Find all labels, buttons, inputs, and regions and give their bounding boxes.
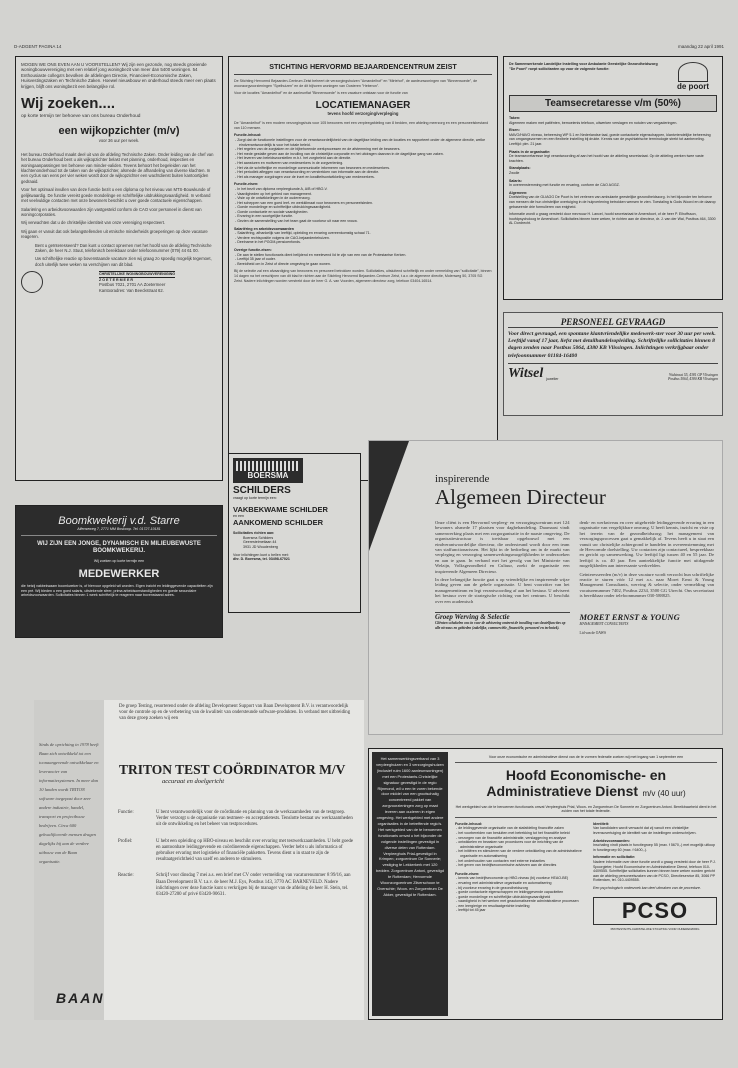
- boersma-name2: SCHILDERS: [233, 485, 291, 496]
- baan-l3: Reactie:: [118, 873, 134, 879]
- list-item: - goede contactuele eigenschappen en leidinggevende capaciteiten: [456, 890, 564, 895]
- list-item: - ervaring met administratieve organisatie en automatisering: [456, 880, 552, 885]
- boersma-role1: VAKBEKWAME SCHILDER: [233, 504, 328, 514]
- hervormd-role: LOCATIEMANAGER: [315, 99, 411, 111]
- starre-body: die hetzij vakbekwaam boomkweker is, of hiervoor opgeleid wil worden. Eigen inzicht en leidinggevende capaciteiten zijn een pré. Wij bieden u een goed salaris, uitstekende sfeer, prima arbeidsomstandigheden en goede secundaire arbeidsvoorwaarden. Sollicitaties binnen 1 week schriftelijk te reageren naar bovenstaand adres.: [21, 584, 213, 598]
- woning-body1: Het bureau Onderhoud maakt deel uit van de afdeling Technische Zaken. Onder leiding van de chef van het bureau Onderhoud bent u als wijkopzichter belast met planning, onderhoud, inspecties en woningaanpassingen ten behoeve van minder-validen. Tevens behoort het begeleiden van het klachtenonderhoud tot de taken van de wijkopzichter, alsmede de afhandeling van diverse klachten. In een cyclus van eens per vier weken wordt door de wijkopzichter een wachtdienst buiten kantoortijden gedraaid.: [21, 151, 214, 184]
- woning-body6: Bent u geïnteresseerd? Dan kunt u contact opnemen met het hoofd van de afdeling Technische Zaken, de heer N.J. Stuut, telefonisch bereikbaar onder telefoonnummer (079) 44 61 00.: [35, 242, 212, 253]
- starre-t1: WIJ ZIJN EEN JONGE, DYNAMISCH EN MILIEUBEWUSTE BOOMKWEKERIJ.: [37, 540, 201, 554]
- list-item: - kennis van bedrijfseconomie op HBO-niveau (bij voorkeur HEAO-BE): [456, 876, 569, 881]
- baan-ad: [34, 700, 364, 1020]
- page-header-right: maandag 22 april 1991: [677, 44, 724, 49]
- pcso-s1: Functie-inhoud:: [455, 821, 483, 826]
- moret-kicker: inspirerende: [435, 473, 490, 485]
- pcso-logo: PCSO: [593, 897, 717, 925]
- witsel-logo: Witsel: [508, 365, 544, 381]
- starre-title: Boomkwekerij v.d. Starre: [58, 515, 180, 527]
- list-item: - het voorbereiden van besluiten met betrekking tot het financiële beleid: [456, 830, 570, 835]
- list-item: - ontwikkelen en bewaken van procedures voor de inrichting van de administratieve organisatie: [456, 840, 564, 849]
- woning-org: CHRISTELIJKE WONINGBOUWVERENIGING: [99, 272, 176, 277]
- list-item: - Goede mondelinge en schriftelijke uitdrukkingsvaardigheid.: [235, 205, 332, 210]
- list-item: - Het via de schriftelijke en mondelinge communicatie informeren van bewoners en medewerkers.: [235, 165, 391, 170]
- baan-b1: U bent verantwoordelijk voor de coördinatie en planning van de werkzaamheden van de testgroep. Verder verzorgt u de organisatie van testmeer- en acceptatietests. Tenslotte bestaat uw werkzaamheden uit de ontwikkeling en het beheer van testprocedures.: [156, 810, 353, 828]
- woning-body4: Wij verwachten dat u de christelijke identiteit van onze vereniging respecteert.: [21, 220, 166, 226]
- poort-section-heading: Salaris:: [509, 178, 522, 183]
- baan-title: TRITON TEST COÖRDINATOR M/V: [119, 762, 346, 777]
- hervormd-list2: [234, 187, 492, 224]
- list-item: - verzorgen van de financiële administratie, verslaggeving en analyse: [456, 835, 567, 840]
- poort-sections: [509, 116, 717, 226]
- hervormd-body: De "Amandelhof" is een modern verzorgingshuis voor 105 bewoners met een verpleegafdeling van 8 bedden, een afdeling meerzorg en een personeelsbestand van 110 mensen.: [234, 121, 489, 130]
- witsel-body: Voor direct gevraagd, een spontane klantvriendelijke medewerk-ster voor 30 uur per week. Leeftijd vanaf 17 jaar, liefst met detailhandelsopleiding. Schriftelijke sollicitaties binnen 8 dagen zenden naar Postbus 5064, 4380 KB Vlissingen. Inlichtingen verkrijgbaar onder telefoonnummer 01184-16400: [508, 331, 716, 359]
- moret-ad: [368, 440, 723, 735]
- baan-side: Sinds de oprichting in 1978 heeft Baan zich ontwikkeld tot een toonaangevende ontwikkelaar en leverancier van informatiesystemen. In meer dan 10 landen wordt TRITON software toegepast door zeer andere industrie, handel, transport en projectbouw bedrijven. Circa 600 gekwalificeerde mensen dragen dagelijks bij aan de verdere uitbouw van de Baan organisatie.: [39, 742, 99, 864]
- boersma-a3: 3931 JD Woudenberg: [243, 544, 278, 549]
- pcso-list2: [455, 876, 585, 913]
- boersma-name: BOERSMA: [247, 471, 289, 480]
- woning-addr1: Postbus 7021, 2701 AA Zoetermeer: [99, 282, 166, 288]
- moret-stripe: [369, 441, 409, 551]
- moret-title: Algemeen Directeur: [435, 485, 606, 509]
- baan-intro: De groep Testing, resorterend onder de afdeling Development Support van Baan Development B.V. is verantwoordelijk voor de controle op en de verbetering van de kwaliteit van ondersteunde software-produkten. In verband met uitbreiding van deze groep zoeken wij een: [119, 704, 351, 722]
- poort-section-text: Doelstelling van de GLIAGG De Poort is het verlenen van ambulante geestelijke gezondheidszorg. In het bijzonder ten behoeve van mensen die hun christelijke overtuiging in de hulpverlening betrokken wensen te zien. Toestaling is Gods Woord en de daarop gebaseerde drie formulieren van enigheid.: [509, 195, 716, 209]
- hervormd-intro2: Voor de locaties "Amandelhof" en de aanleunflat "Binnenwoede" is een vacature ontstaan voor de functie van: [234, 91, 408, 96]
- moret-col2: denk- en werkniveau en over uitgebreide leidinggevende ervaring in een organisatie van vergelijkbare omvang. U heeft kennis, inzicht en visie op het terrein van de gezondheidszorg; het management van verzorgingsprocessen gaat u gemakkelijk af. Tevens heeft u in staat een vanuit uw christelijke achtergrond te handelen in overeenstemming met de Hervormde doelstelling. Uw contacten zijn contactueel, bespreekbaar en gericht op samenwerking. Uw leeftijd ligt tussen 40 en 55 jaar. De leeftijd is ca. 40 jaar. Een aantrekkelijke functie met uitdagende mogelijkheden aan interessante werkvelden.: [579, 520, 714, 569]
- pcso-note: Een psychologisch onderzoek kan deel uitmaken van de procedure.: [593, 885, 701, 890]
- baan-logo: BAAN: [56, 990, 105, 1006]
- list-item: - Vaardigheden op het gebied van management.: [235, 191, 312, 196]
- pcso-s4: Arbeidsvoorwaarden:: [593, 838, 630, 843]
- pcso-sub: Het werkgebied van de te benoemen functionaris omvat Verpleeghuis Prial, Woon- en Zorgcentrum De Sonnerie en Zorgcentrum Antoni. Bereikbaarheid dient in het zuiden van het totale federatie.: [455, 805, 717, 818]
- moret-col1b: In deze belangrijke functie gaat u op vriendelijke en inspirerende wijze leiding geven aan de gehele organisatie. U bent voorzitter van het managementteam en legt verantwoording af aan het bestuur. U adviseert het bestuur over de strategische richting van het centrum. U beschikt over een academisch: [435, 577, 570, 604]
- moret-col1: Onze cliënt is een Hervormd verpleeg- en verzorgingscentrum met 124 bewoners alsmede 17 plaatsen voor dagbehandeling. Daarnaast vindt samenwerking plaats met een zorgorganisatie in de naaste omgeving. De organisatiestructuur is toetsbaar opgebouwd met een eindverantwoordelijke directeur, die ondersteund wordt door een team van staffunctionarissen. Het lijkt in de bedoeling om in de markt van verpleging en verzorging samenwerkingsmogelijkheden te onderzoeken en aan te gaan. In verband met het gevolg van het Ministerie van Welzijn, Volksgezondheid en Cultuur, zoekt de organisatie een inspirerende Algemeen Directeur.: [435, 520, 570, 574]
- poort-role: Teamsecretaresse v/m (50%): [509, 95, 717, 112]
- list-item: - het onderhouden van contacten met externe instanties: [456, 858, 545, 863]
- woning-intro: MOGEN WE ONS EVEN AAN U VOORSTELLEN? Wij zijn een gezonde, nog steeds groeiende woningbouwvereniging met een relatief jong woningbezit van meer dan 5400 woningen. 54 Enthousiaste collega's bevolken de afdelingen Directie, Financieel-Economische Zaken, Huisvestingszaken en Technische Zaken. Hoewel nieuwbouw en onderhoud steeds meer een plaats krijgen, blijft ons woningbezit een belangrijke rol.: [21, 62, 216, 89]
- hervormd-sec1: Functie-inhoud:: [234, 133, 262, 138]
- hervormd-sec2: Functie-eisen:: [234, 182, 259, 187]
- moret-group: Groep Werving & Selectie: [435, 612, 570, 621]
- poort-section-heading: Algemeen:: [509, 190, 528, 195]
- pcso-s3: Identiteit:: [593, 821, 610, 826]
- baan-side-panel: [34, 700, 104, 1020]
- list-item: - bij voorkeur ervaring in de gezondheidszorg: [456, 885, 528, 890]
- list-item: - Gezien de samenstelling van het team gaat de voorkeur uit naar een vrouw.: [235, 219, 358, 224]
- pcso-dark-col: [372, 752, 448, 1016]
- woning-hours: voor 36 uur per week.: [98, 138, 140, 144]
- poort-logo: [669, 62, 717, 91]
- hervormd-sec3: Salariëring en arbeidsvoorwaarden: [234, 226, 294, 231]
- pcso-r5: Nadere informatie over deze functie wordt u graag verstrekt door de heer P.J. Spoorgieter, Hoofd Economische en Administratieve Dienst, telefoon 010-4409555. Schriftelijke sollicitaties kunnen binnen twee weken worden gericht aan de afdeling personeelszaken van de PCSO, Directieservice 85, 3066 PP Rotterdam, tel. 010-4409555.: [593, 859, 716, 883]
- list-item: - de leidinggevende organisatie van de stafafdeling financiële zaken: [456, 826, 564, 831]
- poort-section-text: MAVO/HAVO niveau, beheersing WP 5.1 en Nederlandse taal, goede contactuele eigenschappen, klantvriendelijke beheersing van omgangsvormen en een flexibele instelling bij drukte. Kennis van de psychiatrische terminologie strekt tot aanbeveling. Leeftijd: plm. 21 jaar.: [509, 132, 711, 146]
- baan-l2: Profiel:: [118, 838, 133, 844]
- pcso-title3: m/v (40 uur): [642, 788, 686, 798]
- pcso-intro: Voor onze economische en administratieve dienst van de te vormen federatie zoeken wij met ingang van 1 september een: [455, 755, 717, 763]
- list-item: - Het scheppen van een goed leef- en werkklimaat voor bewoners en personeelsleden.: [235, 200, 374, 205]
- list-item: - het geven van bedrijfseconomische adviezen aan de directies: [456, 863, 557, 868]
- list-item: - Het periodiek afleggen van verantwoording en verstrekken van informatie aan de directie.: [235, 170, 380, 175]
- list-item: - Verdere rechtspositie volgens de CAO-bejaardentehuizen.: [235, 235, 330, 240]
- poort-intro: De Samenwerkende Landelijke Instelling voor Ambulante Geestelijke Gezondheidszorg "De Poort" roept sollicitanten op voor de volgende functie:: [509, 62, 658, 71]
- list-item: - Salariëring, afhankelijk van leeftijd, opleiding en ervaring overeenkomstig schaal 71.: [235, 231, 371, 236]
- poort-logo-text: de poort: [677, 82, 709, 91]
- poort-section-text: In overeenstemming met functie en ervaring, conform de CAO AGGZ.: [509, 183, 620, 188]
- poort-section-heading: Plaats in de organisatie:: [509, 149, 551, 154]
- hervormd-list4: [234, 253, 492, 267]
- boersma-mid: en een: [233, 513, 244, 518]
- list-item: - leeftijd tot 45 jaar: [456, 908, 486, 913]
- list-item: - Het mede gestalte geven aan de invulling van de christelijke corporatie en het uitdragen daarvan in de dagelijkse gang van zaken.: [235, 151, 444, 156]
- boersma-ad: [228, 453, 361, 613]
- hervormd-title: STICHTING HERVORMD BEJAARDENCENTRUM ZEIST: [234, 62, 492, 75]
- page-header-left: D-ADGENT PAGINA 14: [14, 44, 62, 49]
- poort-section-heading: Eisen:: [509, 128, 520, 133]
- boersma-s1: Sollicitaties richten aan:: [233, 531, 275, 536]
- pcso-list1: [455, 826, 585, 867]
- boersma-role2: AANKOMEND SCHILDER: [233, 518, 323, 528]
- woning-org2: Z O E T E R M E E R: [99, 277, 133, 282]
- woning-body7: Uw schriftelijke reactie op bovenstaande vacature zien wij graag zo spoedig mogelijk tegemoet, doch uiterlijk twee weken na verschijnen van dit blad.: [35, 256, 212, 267]
- baan-l1: Functie:: [118, 810, 134, 815]
- list-item: - Het leveren van beleidsvoorstellen m.b.t. het zorgbeleid aan de directie.: [235, 156, 352, 161]
- list-item: - Leeftijd 35 jaar of ouder.: [235, 257, 276, 262]
- witsel-addr2: Postbus 5064, 4380 KB Vlissingen: [668, 377, 718, 382]
- list-item: - Zorgt dat de functionele instellingen voor de verantwoordelijkheid van de dagelijkse leiding van de locaties en rapporteert onder de algemene directie, welke eindverantwoordelijk is voor het totale beleid.: [235, 137, 486, 147]
- boersma-sub: vraagt op korte termijn een:: [233, 496, 277, 500]
- starre-ad: [15, 505, 223, 638]
- moret-logo-sub2: Lid van de OAWS: [579, 630, 607, 635]
- list-item: - Bereidheid om in Zeist of directe omgeving te gaan wonen.: [235, 261, 331, 266]
- list-item: - Visie op de ontwikkelingen in de ouderenzorg.: [235, 196, 311, 201]
- boersma-logo: [233, 458, 303, 483]
- list-item: - een leergierige en resultaatgerichte instelling: [456, 903, 530, 908]
- cwz-logo-icon: [21, 271, 43, 293]
- starre-t2: Wij zoeken op korte termijn een: [93, 559, 145, 564]
- list-item: - Het aansturen en motiveren van medewerkers in de zorgverlening.: [235, 160, 344, 165]
- pcso-logo-sub: PROTESTANTS-CHRISTELIJKE STICHTING VOOR OUDERENZORG: [610, 926, 700, 931]
- hervormd-role2: tevens hoofd verzorging/verpleging: [327, 110, 399, 116]
- list-item: - vaardigheid in het werken met geautomatiseerde administratieve processen: [456, 899, 579, 904]
- woning-body5: Wij gaan er vanuit dat ook belangstellenden uit etnische minderheids groeperingen op deze vacature reageren.: [21, 228, 208, 240]
- list-item: - In het bezit van diploma verpleegkunde A, A/B of HBO-V.: [235, 186, 328, 191]
- page-header: [14, 44, 724, 49]
- moret-logo: MORET ERNST & YOUNG: [579, 612, 680, 623]
- baan-b3: Schrijf voor dinsdag 7 mei a.s. een brief met CV onder vermelding van vacaturenummer 8 99/16, aan Baan Development B.V. t.a.v. de heer M.J. Eys, Postbus 143, 3770 AC BARNEVELD. Nadere inlichtingen over deze functie kunt u verkrijgen bij de manager van de afdeling de heer H. Stein, tel. 03420-27200 of privé 03420-90631.: [156, 873, 351, 898]
- pcso-s5: Informatie en sollicitatie:: [593, 855, 636, 860]
- moret-logo-sub: MANAGEMENT CONSULTANTS: [579, 622, 629, 627]
- poort-section-text: Informatie wordt u graag verstrekt door mevrouw H. Lancel, hoofd secretariaat te Amersfoort, of de heer P. Elhoffsson, hoofdpsycholoog te Amersfoort. Sollicitaties binnen twee weken, te richten aan de directeur, dr. J. van der Wal, Postbus 464, 3300 AL Dordrecht.: [509, 212, 716, 226]
- woning-addr2: Kantooradres: Van Beeckstraat 62.: [99, 287, 164, 293]
- woning-ad: [15, 56, 223, 481]
- poort-ad: [503, 56, 723, 300]
- boersma-a4: dhr. D. Boersma, tel. 03498-67021: [233, 557, 290, 562]
- list-item: - Het als manager zorgdragen voor de inzet en kwaliteitsontwikkeling van medewerkers.: [235, 174, 375, 179]
- woning-role: een wijkopzichter (m/v): [58, 125, 180, 138]
- list-item: - De aan te stellen functionaris dient belijdend en meelevend lid te zijn van een van de Protestantse Kerken.: [235, 252, 407, 257]
- witsel-addr: Walstraat 55, 4381 GP Vlissingen: [669, 372, 718, 377]
- witsel-logo-sub: juwelier: [546, 377, 559, 382]
- starre-addr: Alfenseweg 7, 2771 MM Boskoop. Tel. 01727-10181: [21, 527, 217, 536]
- hervormd-foot: Bij de selectie zal een afvaardiging van bewoners en personeel betrokken worden. Sollicitaties, uitsluitend schriftelijk en onder vermelding van "sollicitatie", binnen 14 dagen na het verschijnen van dit blad te richten aan de Stichting Hervormd Bejaarden-Centrum Zeist, t.a.v. de algemene directie, Molenweg 50, 3705 SG Zeist. Nadere inlichtingen worden verstrekt door de heer G. A. van Voorden, algemeen directeur zorg, telefoon 03404-16514.: [234, 269, 492, 283]
- poort-section-text: De teamsecretaresse legt verantwoording af aan het hoofd van de afdeling secretariaat. Op de afdeling werken twee vaste krachten.: [509, 154, 704, 163]
- poort-section-text: Algemeen maken met patiënten, bemoeienis telefoon, uitwerken verslagen en notulen van vergaderingen.: [509, 120, 678, 125]
- pcso-r3: Van kandidaten wordt verwacht dat zij vanuit een christelijke levensovertuiging de identiteit van de instellingen onderschrijven.: [593, 826, 697, 835]
- list-item: - Het regelen van de zorgtaken en de bijbehorende werkprocessen en de afstemming met de bewoners.: [235, 147, 401, 152]
- pcso-title2: Administratieve Dienst: [486, 782, 639, 799]
- boersma-s2: Voor inlichtingen kunt u bellen met:: [233, 552, 289, 557]
- hervormd-ad: [228, 56, 498, 481]
- pcso-title1: Hoofd Economische- en: [505, 766, 667, 783]
- moret-col2b: Geïnteresseerden (m/v) in deze vacature wordt verzocht hun schriftelijke reactie te sturen vóór 12 mei a.s. naar Moret Ernst & Young Management Consultants, werving & selectie, onder vermelding van vacaturenummer 7402, Postbus 2234, 3500 GG Utrecht. Ons secretariaat is bereikbaar onder telefoonnummer 030-588825.: [579, 571, 714, 599]
- woning-headline: Wij zoeken....: [21, 95, 116, 113]
- starre-role: MEDEWERKER: [78, 568, 160, 580]
- list-item: - Ervaring in een soortgelijke functie.: [235, 214, 294, 219]
- boersma-a1: Boersma Schilders: [243, 535, 274, 540]
- witsel-ad: [503, 312, 723, 416]
- poort-section-text: Zwolle: [509, 170, 520, 175]
- hervormd-list1: [234, 138, 492, 179]
- woning-body2: Voor het optimaal invullen van deze functie bezit u een diploma op het niveau van MTS-Bouwkunde of gelijkwaardig. De functie vereist goede mondelinge en schriftelijke uitdrukkingsvaardigheid. In verband met veelvuldige contacten met onze bewoners beschikt u over goede contactuele eigenschappen.: [21, 187, 211, 204]
- woning-sub: op korte termijn ter behoeve van ons bureau Onderhoud: [21, 114, 141, 120]
- pcso-r4: Inschaling vindt plaats in functiegroep 55 (max. f 5670,-) met mogelijk uitloop in functiegroep 60 (max. f 6400,-).: [593, 843, 716, 852]
- boersma-brush-icon: [236, 461, 300, 471]
- moret-group-sub: Cliënten schakelen ons in voor de advisering omtrent de invulling van sleutelfuncties op alle niveaus en gebieden (zakelijke, commerciële, financiële, personeel en techniek).: [435, 621, 566, 630]
- list-item: - Goede contactuele en sociale vaardigheden.: [235, 209, 309, 214]
- hervormd-sec4: Overige functie-eisen:: [234, 248, 272, 253]
- poort-section-heading: Standplaats:: [509, 166, 531, 171]
- baan-b2: U hebt een opleiding op HBO-niveau en beschikt over ervaring met testwerkzaamheden. U hebt goede en aantoonbare leidinggevende en coördinerende eigenschappen. Verder hebt u als informatica of gebruiker ervaring met logistieke of financiële pakketten. Tevens dient u in staat te zijn de resultaatgerichtheid van uzelf en anderen te stimuleren.: [156, 838, 354, 863]
- boersma-a2: Geerestelmetlaan 44: [243, 540, 277, 545]
- hervormd-intro: De Stichting Hervormd Bejaarden-Centrum Zeist beheert de verzorgingshuizen "Amandelhof" en "Mirtehof", de aanleunwoningen van "Binnenwoede", de woonzorgvoorzieningen "Spelhuizen" en de dit bijhoren woningen van Oosteren "Heberon".: [234, 79, 478, 88]
- pcso-ad: [368, 748, 723, 1020]
- witsel-title: PERSONEEL GEVRAAGD: [508, 317, 718, 328]
- list-item: - Deelname in het PGGM-pensioenfonds.: [235, 240, 301, 245]
- woning-body3: Salariëring en arbeidsvoorwaarden zijn vastgesteld conform de CAO voor personeel in dienst van woningcorporaties.: [21, 206, 202, 217]
- poort-logo-icon: [678, 62, 708, 82]
- list-item: - het initiëren en stimuleren van de verdere ontwikkeling van de administratieve organisatie en automatisering: [456, 849, 582, 858]
- baan-title-sub: accuraat en doelgericht: [162, 778, 225, 785]
- list-item: - goede mondelinge en schriftelijke uitdrukkingsvaardigheid: [456, 894, 551, 899]
- hervormd-list3: [234, 231, 492, 245]
- poort-section-heading: Taken:: [509, 116, 521, 120]
- pcso-s2: Functie-eisen:: [455, 871, 480, 876]
- pcso-darkcol: Het samenwerkingsverband van 3 verpleeghuizen en 3 verzorgingshuizen (inclusief ruim 1600 aanleunwoningen) met een Protestants-Christelijke signatuur gevestigd in de regio Rijnmond, wil u een te voren bekende door middel van een grootschalig concentreerd pakket van zorgvoorzieningen zorg op maat leveren aan ouderen in eigen omgeving. Het werkgebied met andere organisaties in de betreffende regio's. Het werkgebied van de te benoemen functionaris omvat u het bijzonder de volgende instellingen gevestigd in diverse delen van Rotterdam. Verpleeghuis PriaLgevestigd in Krimpen; zorgcentrum De Sonnerie; vestiging te Lekkerkerk met 120 bedden. Zorgcentrum Antoni, gevestigd te Rotterdam; Hervormde Woonzorgcentrum Zilverschoon te Overschie; Woon- en Zorgcentrum De Akker, gevestigd te Rotterdam.: [376, 756, 444, 897]
